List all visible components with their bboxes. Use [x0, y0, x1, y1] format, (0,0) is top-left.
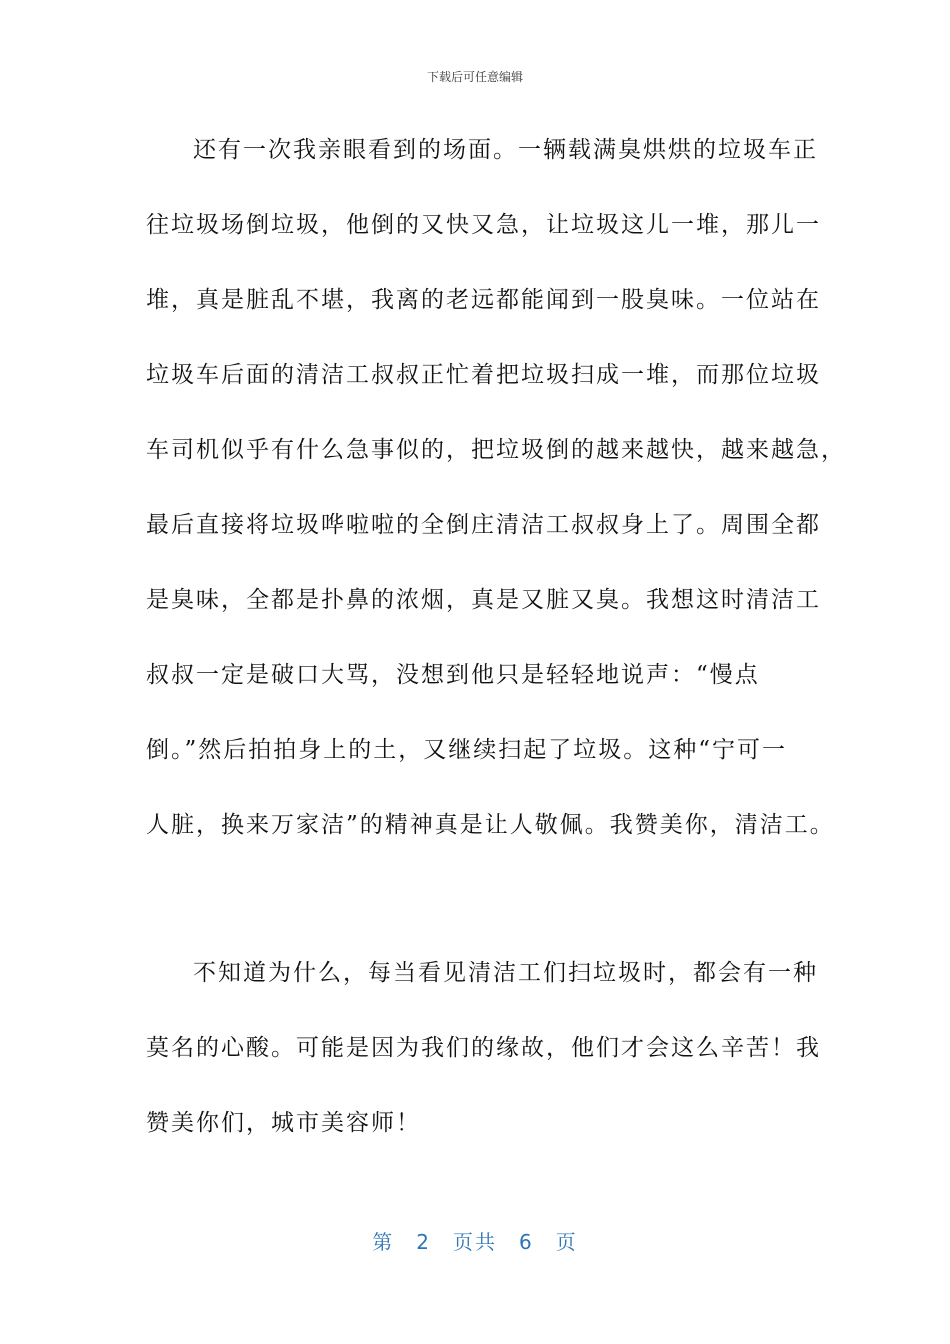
paragraph-1-line-1: 还有一次我亲眼看到的场面。一辆载满臭烘烘的垃圾车正 [193, 137, 818, 163]
paragraph-1-line-7: 是臭味，全都是扑鼻的浓烟，真是又脏又臭。我想这时清洁工 [146, 587, 821, 613]
paragraph-1-line-6: 最后直接将垃圾哗啦啦的全倒庄清洁工叔叔身上了。周围全都 [146, 512, 821, 538]
paragraph-1-line-10: 人脏，换来万家洁”的精神真是让人敬佩。我赞美你，清洁工。 [146, 812, 835, 838]
footer-label-middle: 页共 [453, 1230, 497, 1254]
paragraph-1-line-5: 车司机似乎有什么急事似的，把垃圾倒的越来越快，越来越急， [146, 437, 846, 463]
paragraph-2-line-2: 莫名的心酸。可能是因为我们的缘故，他们才会这么辛苦！我 [146, 1035, 821, 1061]
paragraph-1-line-9: 倒。”然后拍拍身上的土，又继续扫起了垃圾。这种“宁可一 [146, 737, 788, 763]
paragraph-1-line-4: 垃圾车后面的清洁工叔叔正忙着把垃圾扫成一堆，而那位垃圾 [146, 362, 821, 388]
footer-label-first: 第 [372, 1230, 395, 1254]
page-footer [0, 1226, 950, 1255]
footer-page-current: 2 [416, 1230, 431, 1254]
footer-label-last: 页 [555, 1230, 578, 1254]
header-note: 下载后可任意编辑 [426, 70, 523, 84]
footer-page-total: 6 [519, 1230, 534, 1254]
paragraph-2-line-1: 不知道为什么，每当看见清洁工们扫垃圾时，都会有一种 [193, 960, 818, 986]
paragraph-2-line-3: 赞美你们，城市美容师！ [146, 1110, 421, 1136]
paragraph-1-line-3: 堆，真是脏乱不堪，我离的老远都能闻到一股臭味。一位站在 [146, 287, 821, 313]
paragraph-1-line-8: 叔叔一定是破口大骂，没想到他只是轻轻地说声：“慢点 [146, 662, 760, 688]
paragraph-1-line-2: 往垃圾场倒垃圾，他倒的又快又急，让垃圾这儿一堆，那儿一 [146, 212, 821, 238]
